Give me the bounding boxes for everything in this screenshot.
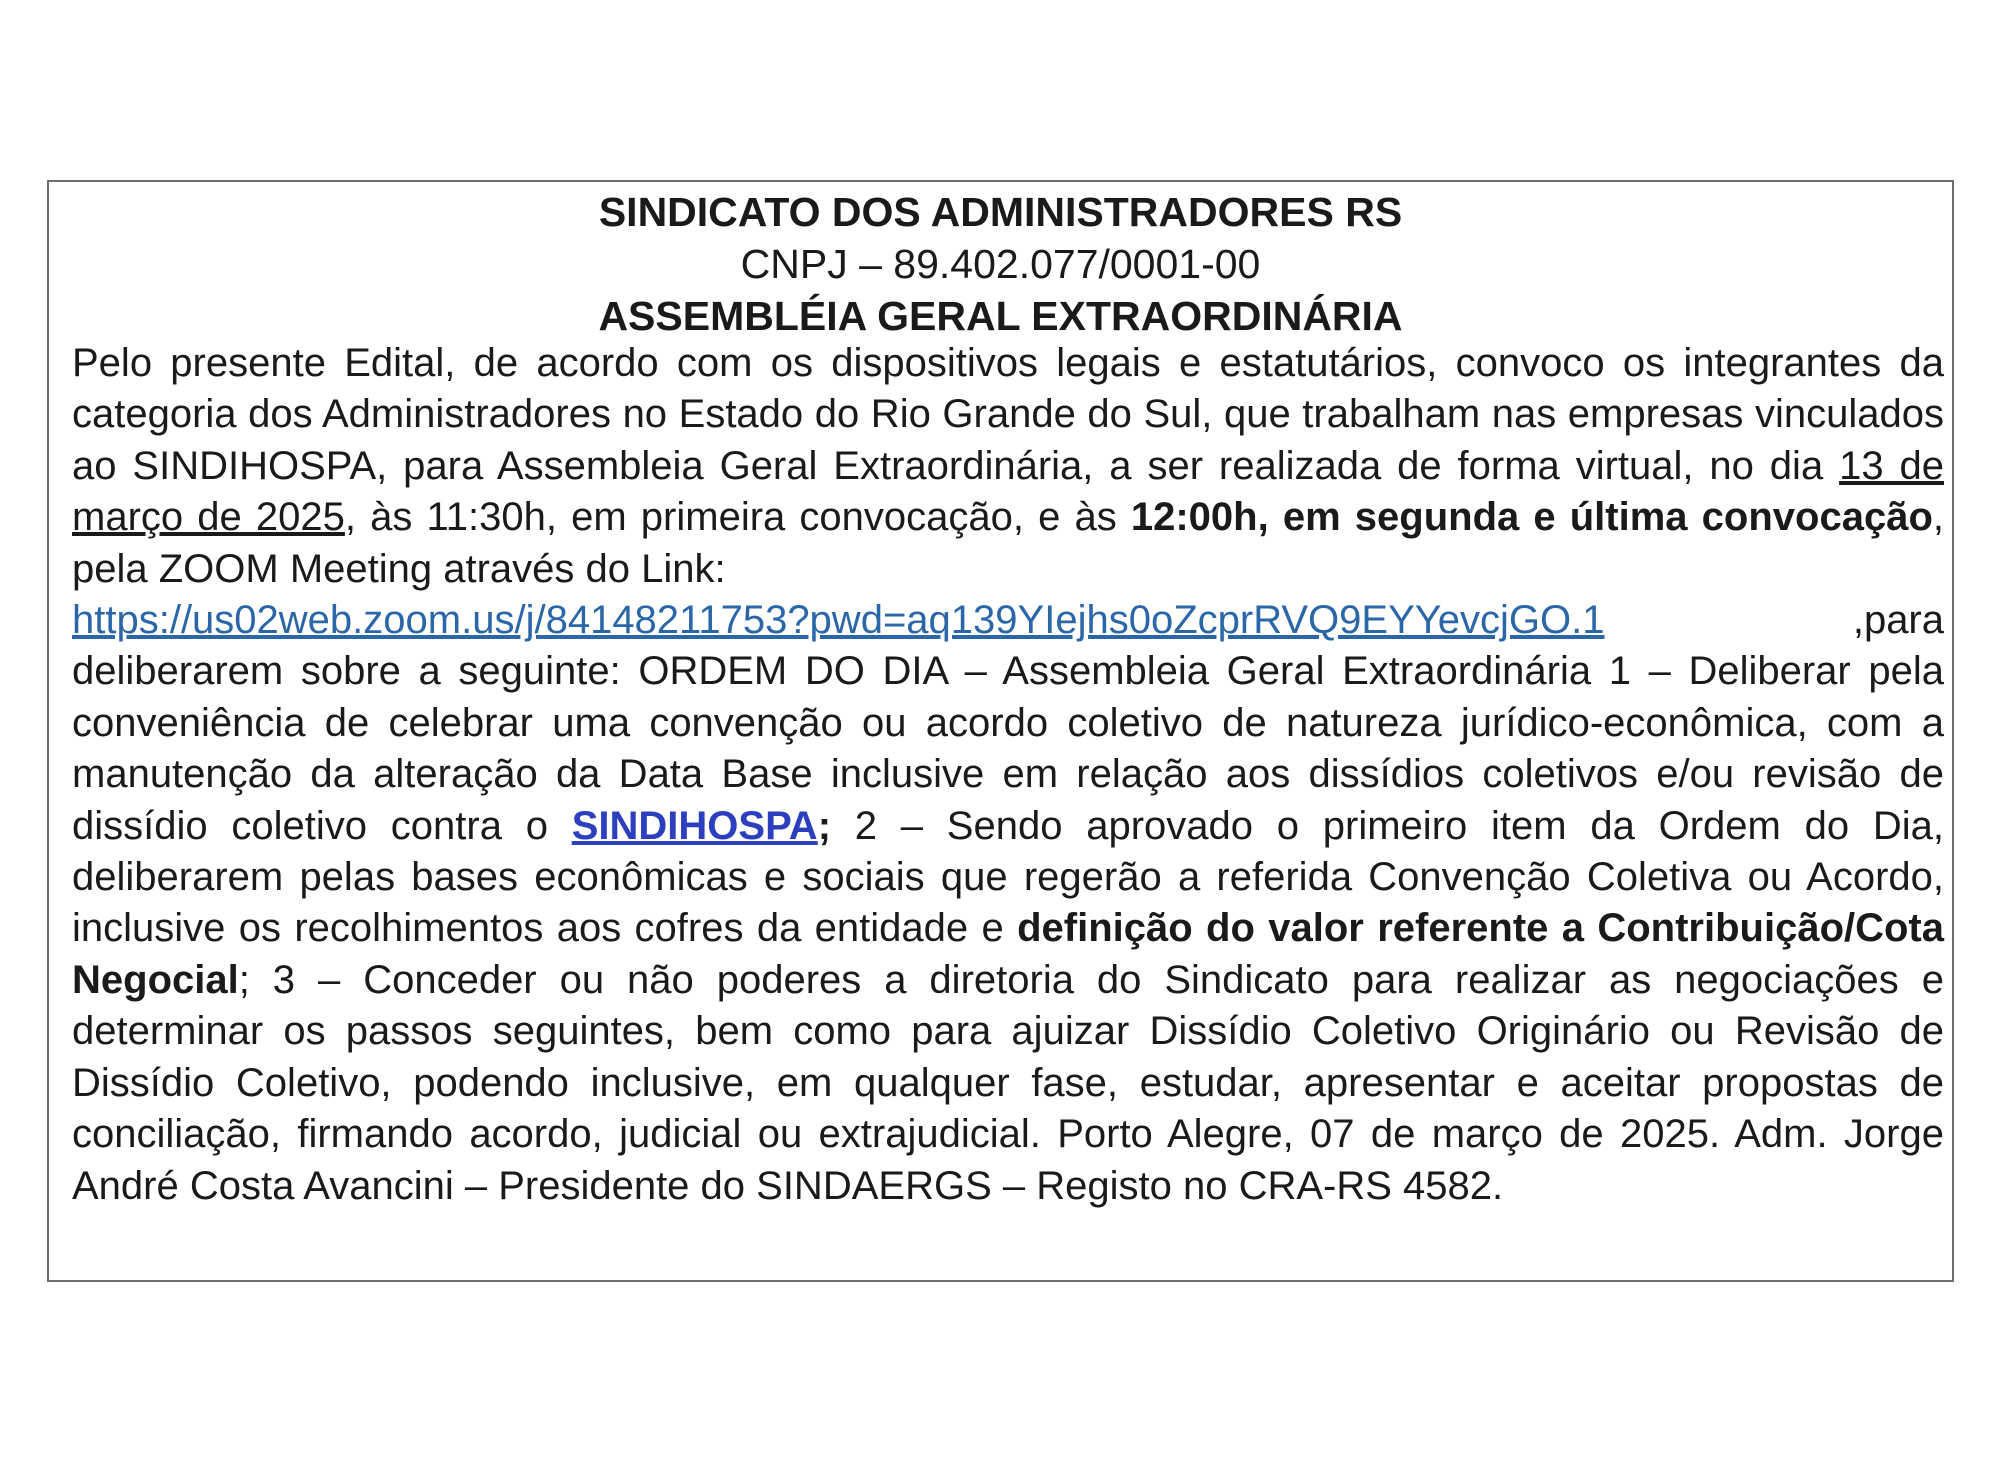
zoom-meeting-link[interactable]: https://us02web.zoom.us/j/84148211753?pwd=aq139YIejhs0oZcprRVQ9EYYevcjGO.1 [72, 598, 1605, 643]
notice-header [49, 186, 1952, 342]
body-text-part: 2 – Sendo aprovado o primeiro item da Ordem do Dia, deliberarem pelas bases econômicas e sociais que regerão a referida Convenção Coletiva ou Acordo, inclusive os recolhimentos aos cofres da entidade e [72, 803, 1944, 951]
meeting-date: 13 de março de 2025 [72, 443, 1944, 540]
body-semicolon: ; [817, 803, 832, 848]
body-text-part: ; 3 – Conceder ou não poderes a diretoria do Sindicato para realizar as negociações e determinar os passos seguintes, bem como para ajuizar Dissídio Coletivo Originário ou Revisão de Dissídio Coletivo, podendo inclusive, em qualquer fase, estudar, apresentar e aceitar propostas de conciliação, firmando acordo, judicial ou extrajudicial. Porto Alegre, 07 de março de 2025. Adm. Jorge André Costa Avancini – Presidente do SINDAERGS – Registo no CRA-RS 4582. [72, 957, 1944, 1208]
assembly-title: ASSEMBLÉIA GERAL EXTRAORDINÁRIA [598, 293, 1403, 339]
second-call-time: 12:00h, em segunda e última convocação [1130, 495, 1933, 540]
org-name: SINDICATO DOS ADMINISTRADORES RS [598, 189, 1403, 235]
body-text-part: , pela ZOOM Meeting através do Link: [72, 495, 1945, 591]
cnpj: CNPJ – 89.402.077/0001-00 [740, 241, 1261, 287]
contribution-definition: definição do valor referente a Contribuição/Cota Negocial [72, 906, 1945, 1002]
body-text-part: , às 11:30h, em primeira convocação, e às [344, 495, 1131, 540]
zoom-link-line [72, 595, 1944, 646]
sindihospa-link[interactable]: SINDIHOSPA [571, 803, 818, 848]
body-text-part: Pelo presente Edital, de acordo com os dispositivos legais e estatutários, convoco os integrantes da categoria dos Administradores no Estado do Rio Grande do Sul, que trabalham nas empresas vinculados ao SINDIHOSPA, para Assembleia Geral Extraordinária, a ser realizada de forma virtual, no dia [72, 341, 1944, 488]
notice-box [47, 180, 1954, 1282]
body-text-part: deliberarem sobre a seguinte: ORDEM DO DIA – Assembleia Geral Extraordinária 1 – Deliberar pela conveniência de celebrar uma convenção ou acordo coletivo de natureza jurídico-econômica, com a manutenção da alteração da Data Base inclusive em relação aos dissídios coletivos e/ou revisão de dissídio coletivo contra o [72, 649, 1944, 848]
body-text-part: ,para [1852, 598, 1944, 643]
notice-body [72, 338, 1944, 1212]
